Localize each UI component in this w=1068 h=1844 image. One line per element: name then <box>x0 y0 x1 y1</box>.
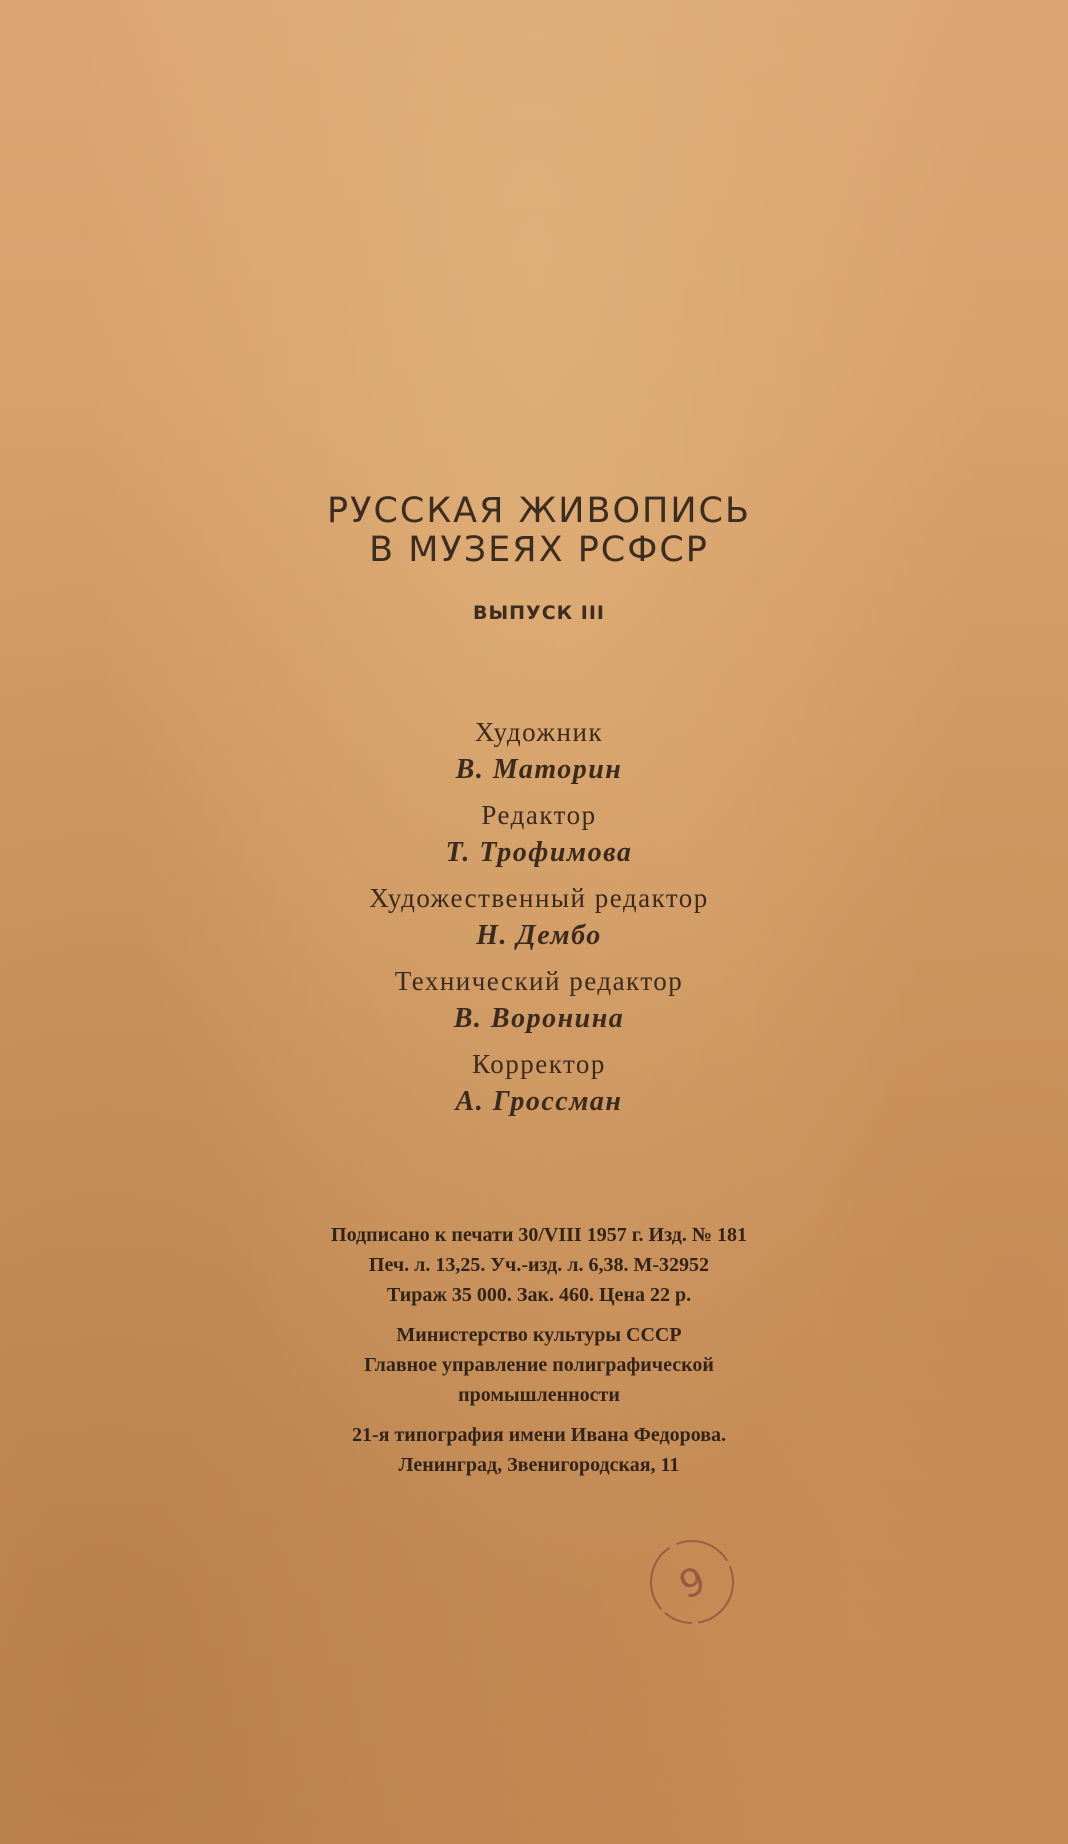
imprint-signed-line: Подписано к печати 30/VIII 1957 г. Изд. № 181 <box>331 1224 747 1246</box>
imprint-ministry: Министерство культуры СССР <box>396 1324 682 1346</box>
imprint-block <box>0 1220 1068 1480</box>
credit-editor <box>0 797 1068 872</box>
credit-technical-editor <box>0 963 1068 1038</box>
imprint-spacer <box>0 1310 1068 1320</box>
issue-number: ВЫПУСК III <box>472 602 605 624</box>
credit-role: Редактор <box>481 800 597 830</box>
imprint-printer-line-1: 21-я типография имени Ивана Федорова. <box>351 1424 727 1446</box>
imprint-sheets-line: Печ. л. 13,25. Уч.-изд. л. 6,38. М-32952 <box>368 1254 710 1276</box>
title-block <box>0 492 1068 624</box>
imprint-department-line-1: Главное управление полиграфической <box>364 1354 714 1376</box>
credit-proofreader <box>0 1046 1068 1121</box>
book-title-line-1: РУССКАЯ ЖИВОПИСЬ <box>327 491 751 531</box>
credit-name: В. Воронина <box>453 1003 625 1034</box>
credit-name: А. Гроссман <box>455 1086 623 1117</box>
credit-name: В. Маторин <box>455 754 623 785</box>
credit-name: Т. Трофимова <box>445 837 633 868</box>
imprint-print-run-line: Тираж 35 000. Зак. 460. Цена 22 р. <box>386 1284 692 1306</box>
stamp-number: 9 <box>673 1558 712 1608</box>
stamp-mark <box>646 1536 738 1628</box>
credit-artist <box>0 714 1068 789</box>
credits-list <box>0 714 1068 1129</box>
imprint-department-line-2: промышленности <box>458 1384 620 1406</box>
imprint-spacer <box>0 1410 1068 1420</box>
credit-art-editor <box>0 880 1068 955</box>
credit-name: Н. Дембо <box>476 920 602 951</box>
imprint-printer-address: Ленинград, Звенигородская, 11 <box>398 1454 680 1476</box>
credit-role: Корректор <box>472 1049 606 1079</box>
credit-role: Технический редактор <box>394 966 684 996</box>
book-title-line-2: В МУЗЕЯХ РСФСР <box>369 530 709 570</box>
credit-role: Художественный редактор <box>369 883 709 913</box>
credit-role: Художник <box>474 717 604 747</box>
